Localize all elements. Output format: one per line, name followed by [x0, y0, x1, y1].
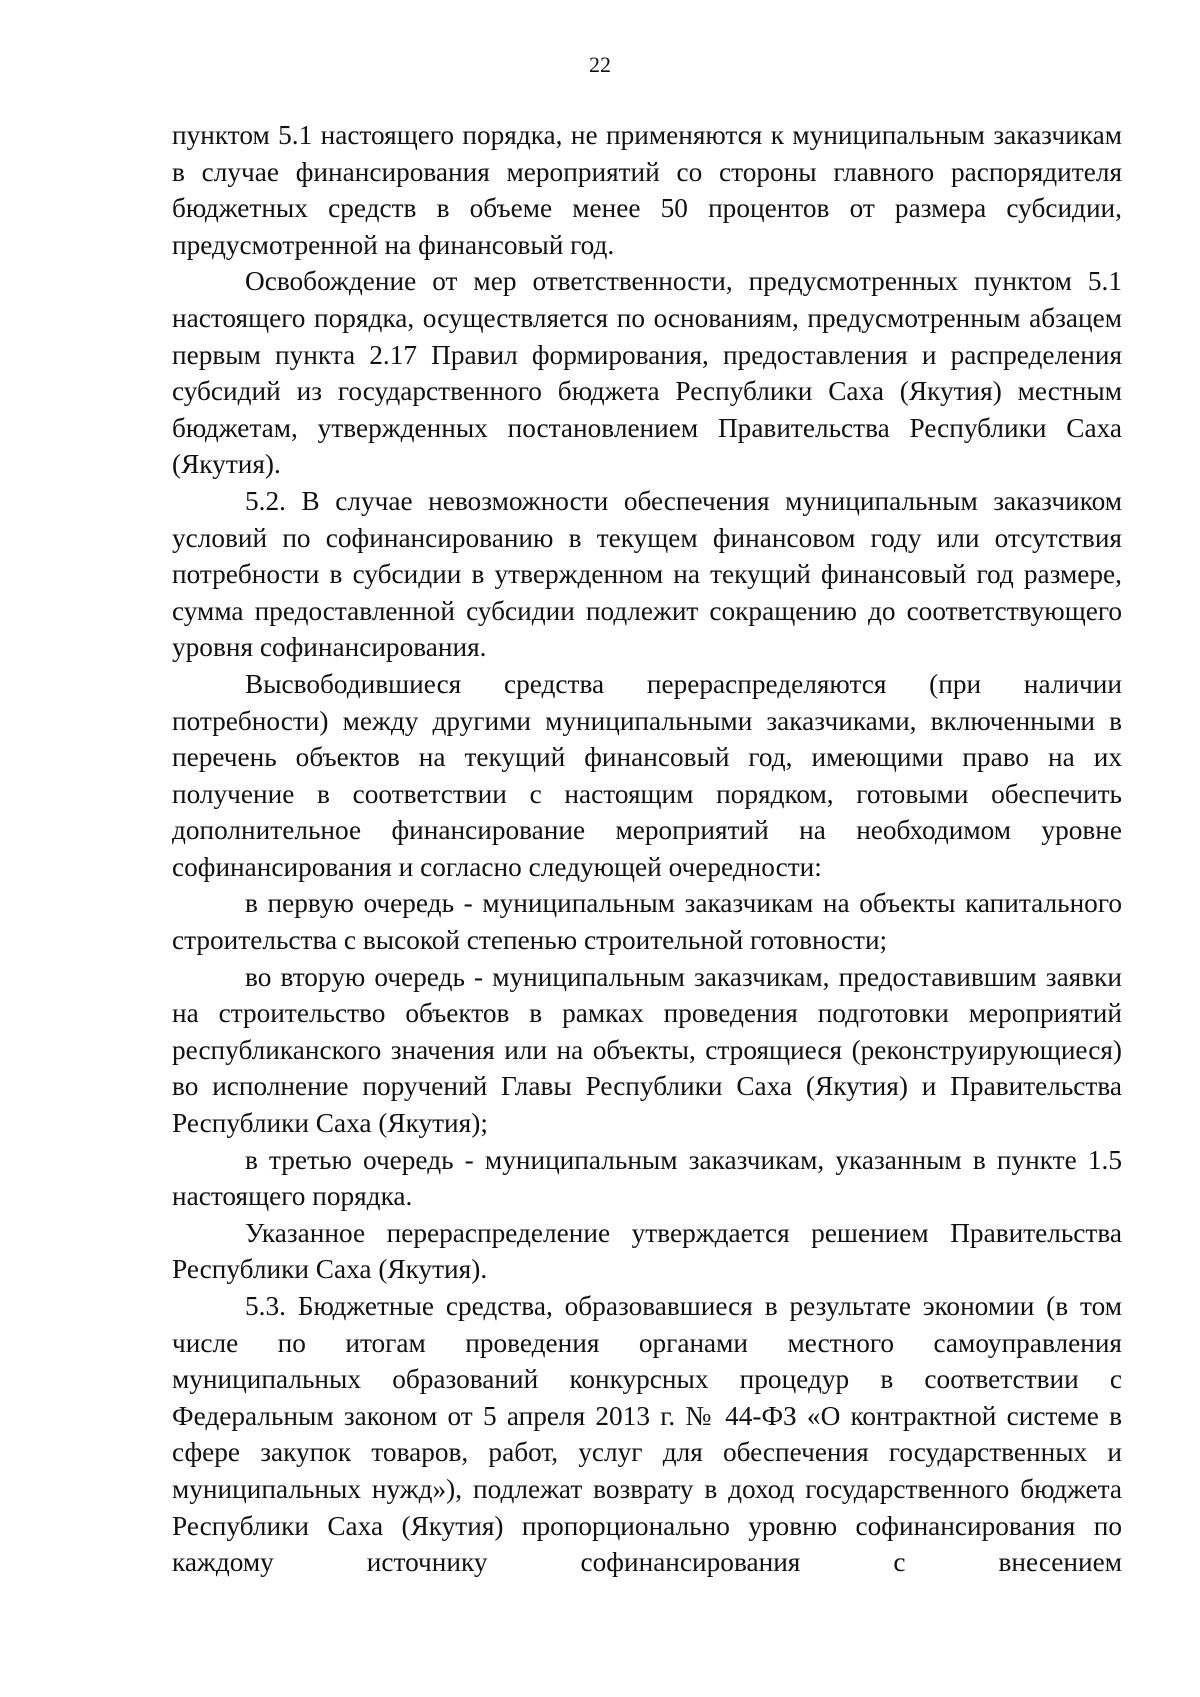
paragraph-redistribution: Высвободившиеся средства перераспределяются (при наличии потребности) между другими муниципальными заказчиками, включенными в перечень объектов на текущий финансовый год, имеющими право на их получение в соответствии с настоящим порядком, готовыми обеспечить дополнительное финансирование мероприятий на необходимом уровне софинансирования и согласно следующей очередности:: [172, 668, 1122, 882]
paragraph-first-priority: в первую очередь - муниципальным заказчикам на объекты капитального строительства с высокой степенью строительной готовности;: [172, 888, 1122, 956]
page-number: 22: [589, 52, 611, 77]
paragraph-third-priority: в третью очередь - муниципальным заказчикам, указанным в пункте 1.5 настоящего порядка.: [172, 1144, 1122, 1212]
paragraph-5-3: 5.3. Бюджетные средства, образовавшиеся в результате экономии (в том числе по итогам проведения органами местного самоуправления муниципальных образований конкурсных процедур в соответствии с Федеральным законом от 5 апреля 2013 г. № 44-ФЗ «О контрактной системе в сфере закупок товаров, работ, услуг для обеспечения государственных и муниципальных нужд»), подлежат возврату в доход государственного бюджета Республики Саха (Якутия) пропорционально уровню софинансирования по каждому источнику софинансирования с внесением: [172, 1291, 1122, 1578]
paragraph-approval: Указанное перераспределение утверждается решением Правительства Республики Саха (Якутия).: [172, 1217, 1122, 1285]
paragraph-second-priority: во вторую очередь - муниципальным заказчикам, предоставившим заявки на строительство объектов в рамках проведения подготовки мероприятий республиканского значения или на объекты, строящиеся (реконструирующиеся) во исполнение поручений Главы Республики Саха (Якутия) и Правительства Республики Саха (Якутия);: [172, 961, 1122, 1139]
document-body: [172, 117, 1122, 1581]
paragraph-continuation: пунктом 5.1 настоящего порядка, не применяются к муниципальным заказчикам в случае финансирования мероприятий со стороны главного распорядителя бюджетных средств в объеме менее 50 процентов от размера субсидии, предусмотренной на финансовый год.: [172, 120, 1122, 260]
paragraph-exemption: Освобождение от мер ответственности, предусмотренных пунктом 5.1 настоящего порядка, осуществляется по основаниям, предусмотренным абзацем первым пункта 2.17 Правил формирования, предоставления и распределения субсидий из государственного бюджета Республики Саха (Якутия) местным бюджетам, утвержденных постановлением Правительства Республики Саха (Якутия).: [172, 266, 1122, 480]
paragraph-5-2: 5.2. В случае невозможности обеспечения муниципальным заказчиком условий по софинансированию в текущем финансовом году или отсутствия потребности в субсидии в утвержденном на текущий финансовый год размере, сумма предоставленной субсидии подлежит сокращению до соответствующего уровня софинансирования.: [172, 485, 1122, 663]
